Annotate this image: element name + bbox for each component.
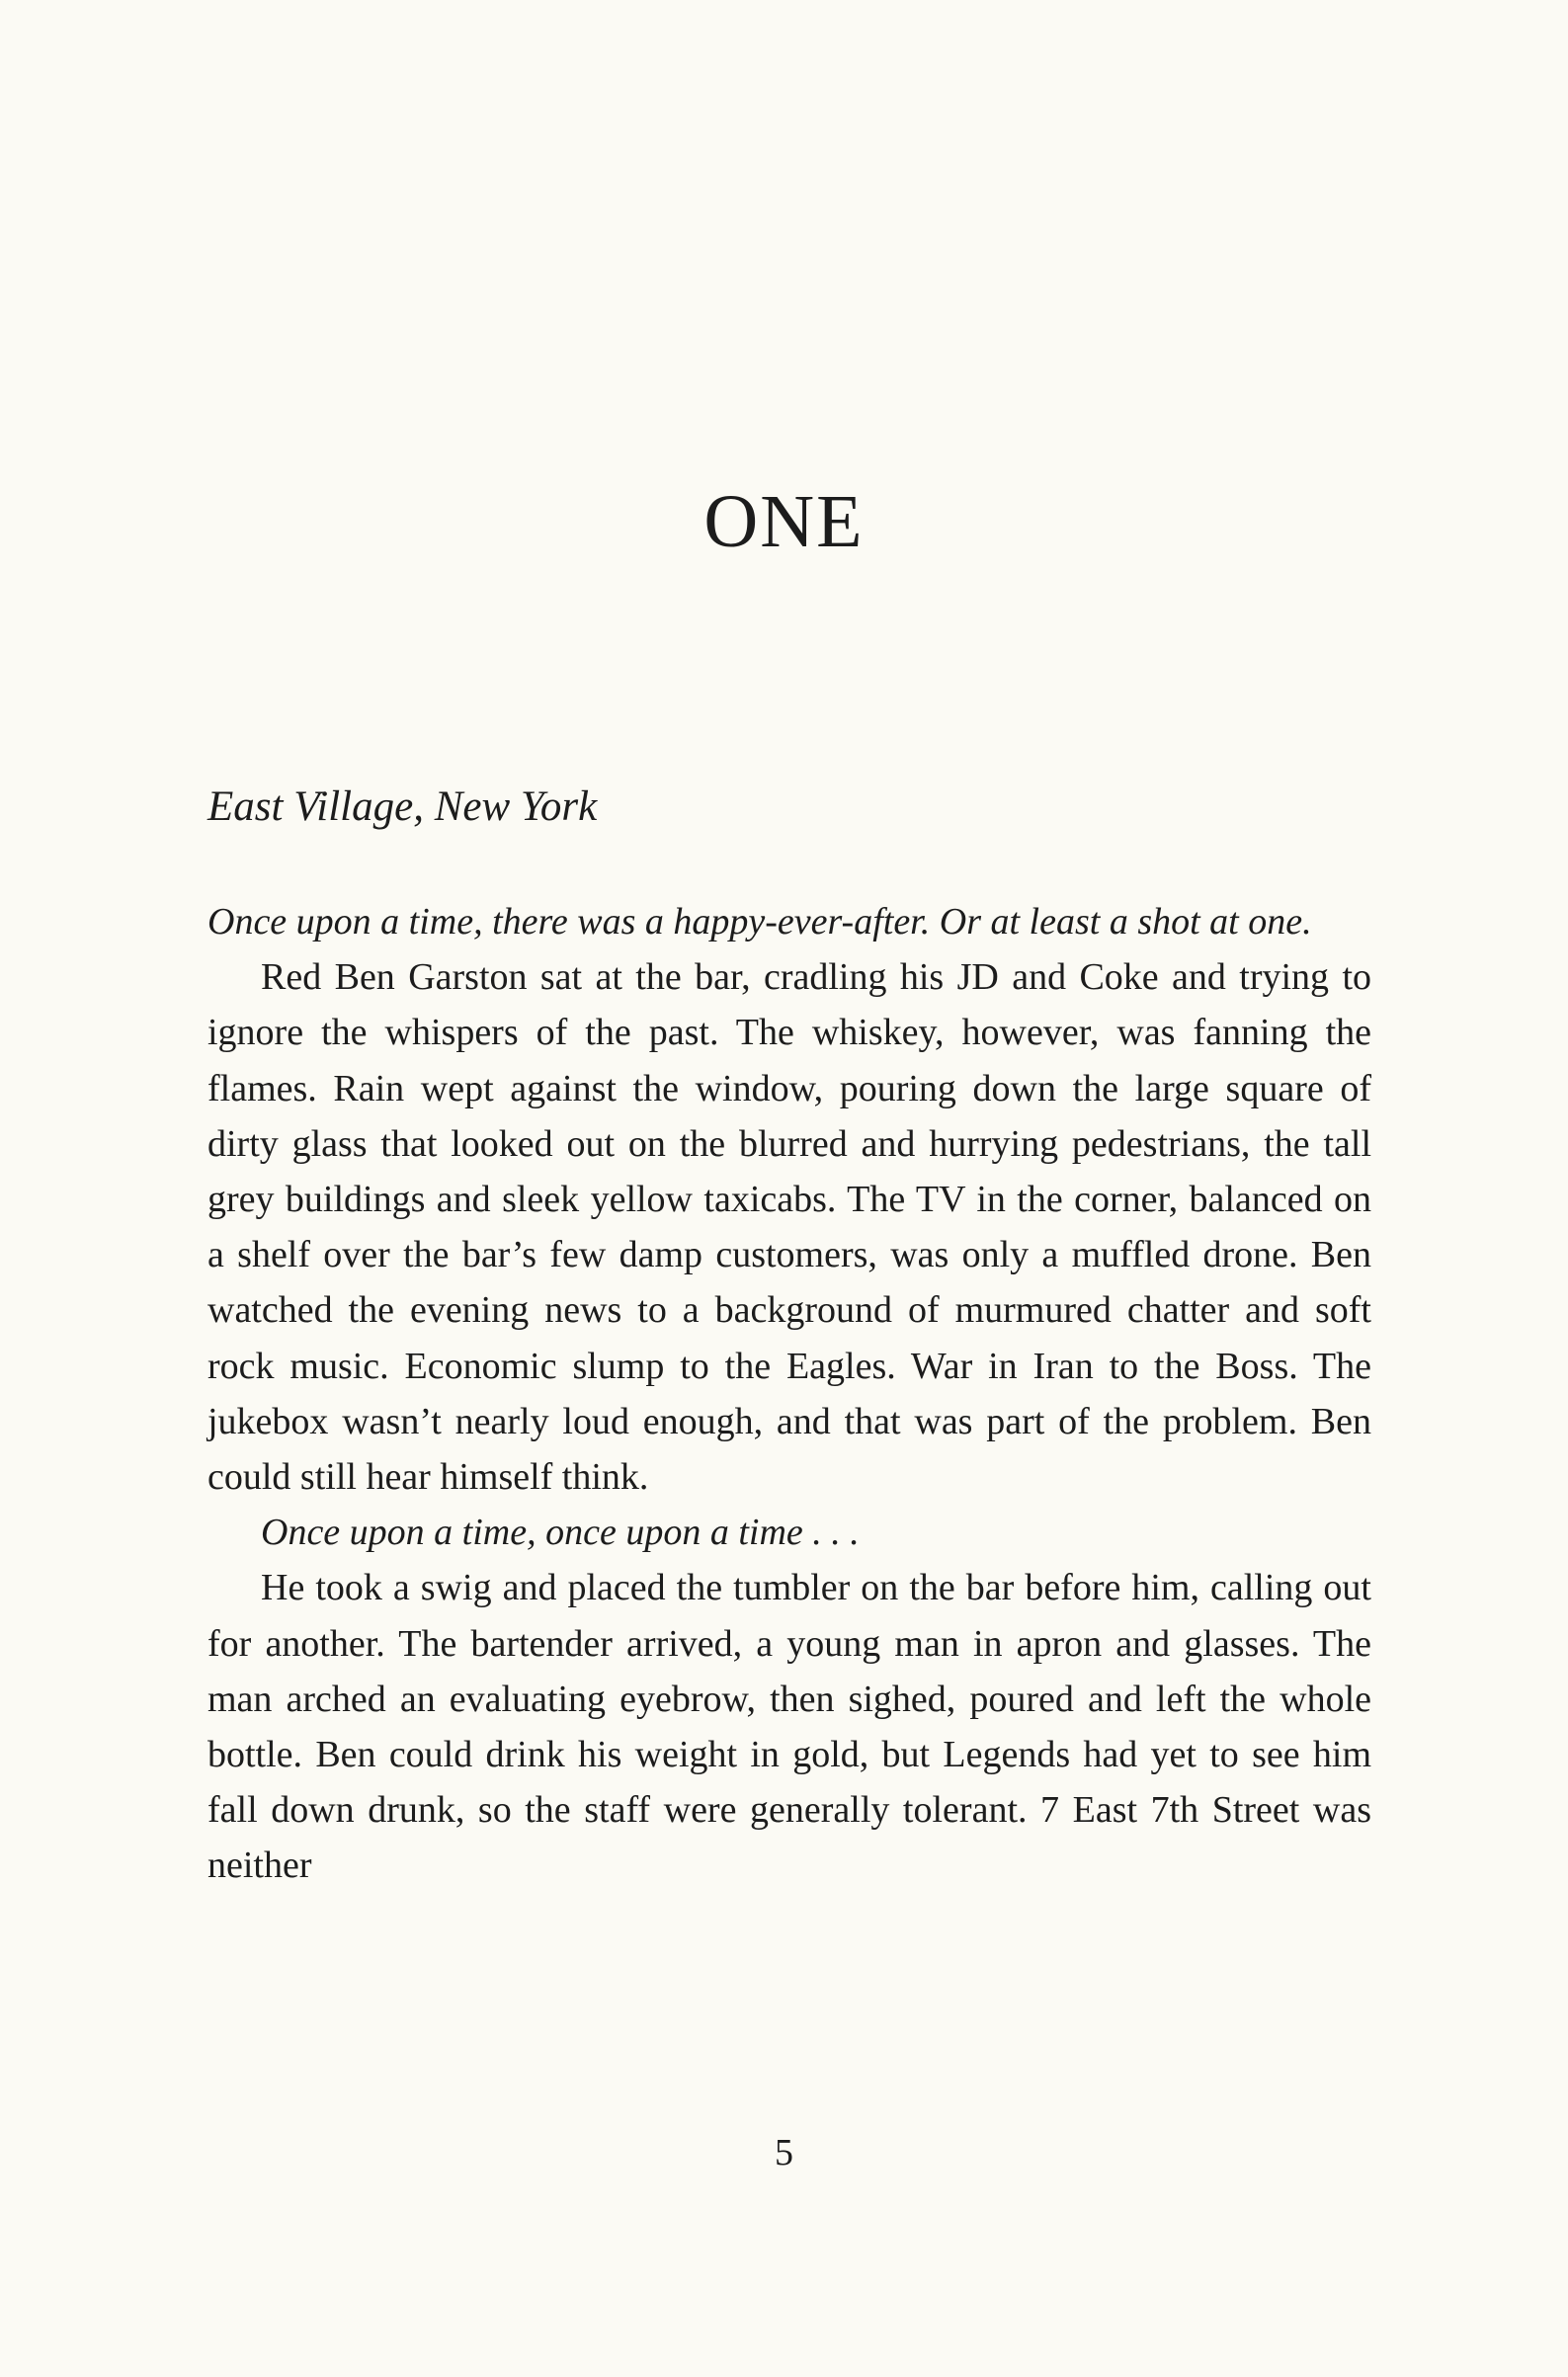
paragraph: Red Ben Garston sat at the bar, cradling his JD and Coke and trying to ignore the whispers of the past. The whiskey, however, was fanning the flames. Rain wept against the window, pouring down the large square of dirty glass that looked out on the blurred and hurrying pedestrians, the tall grey buildings and sleek yellow taxicabs. The TV in the corner, balanced on a shelf over the bar’s few damp customers, was only a muffled drone. Ben watched the evening news to a background of murmured chatter and soft rock music. Economic slump to the Eagles. War in Iran to the Boss. The jukebox wasn’t nearly loud enough, and that was part of the problem. Ben could still hear himself think.	[207, 956, 1371, 1499]
location-heading: East Village, New York	[207, 783, 598, 830]
chapter-title: ONE	[703, 480, 865, 563]
paragraph-italic: Once upon a time, once upon a time . . .	[261, 1512, 860, 1554]
body-text	[207, 894, 1371, 1894]
paragraph: He took a swig and placed the tumbler on the bar before him, calling out for another. The bartender arrived, a young man in apron and glasses. The man arched an evaluating eyebrow, then sighed, poured and left the whole bottle. Ben could drink his weight in gold, but Legends had yet to see him fall down drunk, so the staff were generally tolerant. 7 East 7th Street was neither	[207, 1567, 1371, 1887]
page-number: 5	[775, 2132, 793, 2173]
paragraph-epigraph: Once upon a time, there was a happy-ever-after. Or at least a shot at one.	[207, 901, 1312, 943]
